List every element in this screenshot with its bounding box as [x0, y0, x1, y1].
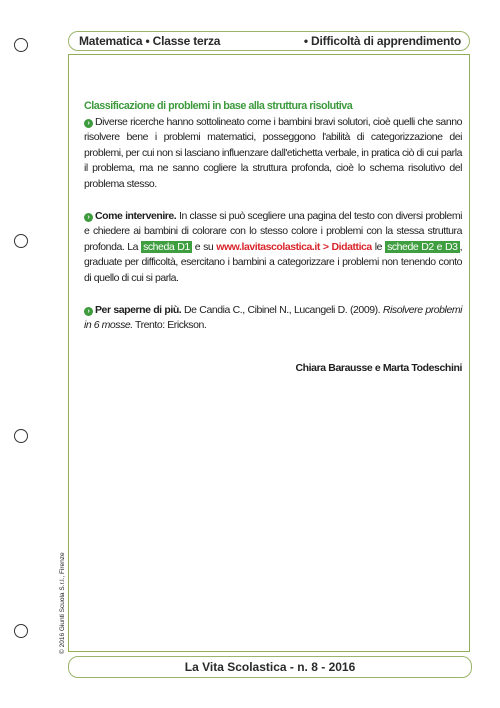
intervention-text-a: In classe si può scegliere una pagina del testo con diversi problemi e chiedere ai bambini di colorare con lo stesso colore i problemi con la stessa struttura profonda. La [84, 209, 463, 253]
intro-text: Diverse ricerche hanno sottolineato come i bambini bravi solutori, cioè quelli che sanno risolvere bene i problemi matematici, posseggono l'abilità di categorizzazione dei problemi, per cui non si lasciano influenzare dall'etichetta verbale, in pratica ciò di cui parla il problema, ma ne sanno cogliere la struttura profonda, cioè lo schema risolutivo del problema stesso. [84, 115, 462, 190]
references-text-b: Trento: Erickson. [135, 319, 207, 332]
book-title: Risolvere problemi in 6 mosse. [84, 303, 463, 332]
footer-issue: La Vita Scolastica - n. 8 - 2016 [184, 660, 356, 674]
schede-d2-d3-highlight: schede D2 e D3 [387, 240, 458, 253]
intervention-text-b: e su [194, 240, 214, 253]
authors-signature: Chiara Barausse e Marta Todeschini [295, 362, 462, 374]
references-text-a: De Candia C., Cibinel N., Lucangeli D. (2009). [184, 303, 381, 316]
intervention-lead: Come intervenire. [95, 209, 177, 222]
binder-hole-1 [14, 38, 28, 52]
header-subject: Matematica • Classe terza [79, 34, 221, 48]
article [84, 99, 462, 334]
binder-hole-4 [14, 624, 28, 638]
paragraph-references [84, 303, 462, 334]
references-lead: Per saperne di più. [95, 303, 182, 316]
arrow-bullet-icon: › [84, 213, 93, 222]
paragraph-intro [84, 115, 462, 193]
binder-hole-2 [14, 234, 28, 248]
copyright-notice: © 2016 Giunti Scuola S.r.l., Firenze [59, 552, 66, 654]
intervention-text-c: le [374, 240, 383, 253]
scheda-d1-highlight: scheda D1 [143, 240, 190, 253]
header-topic: • Difficoltà di apprendimento [303, 34, 461, 48]
website-link[interactable]: www.lavitascolastica.it > Didattica [216, 240, 372, 253]
intervention-text-d: , graduate per difficoltà, esercitano i bambini a categorizzare i problemi non tenendo conto di quello di cui si parla. [84, 240, 463, 284]
page-footer [68, 656, 472, 678]
page-header [68, 31, 470, 51]
paragraph-intervention [84, 209, 462, 287]
arrow-bullet-icon: › [84, 307, 93, 316]
arrow-bullet-icon: › [84, 119, 93, 128]
article-heading: Classificazione di problemi in base alla struttura risolutiva [84, 100, 353, 112]
binder-hole-3 [14, 429, 28, 443]
